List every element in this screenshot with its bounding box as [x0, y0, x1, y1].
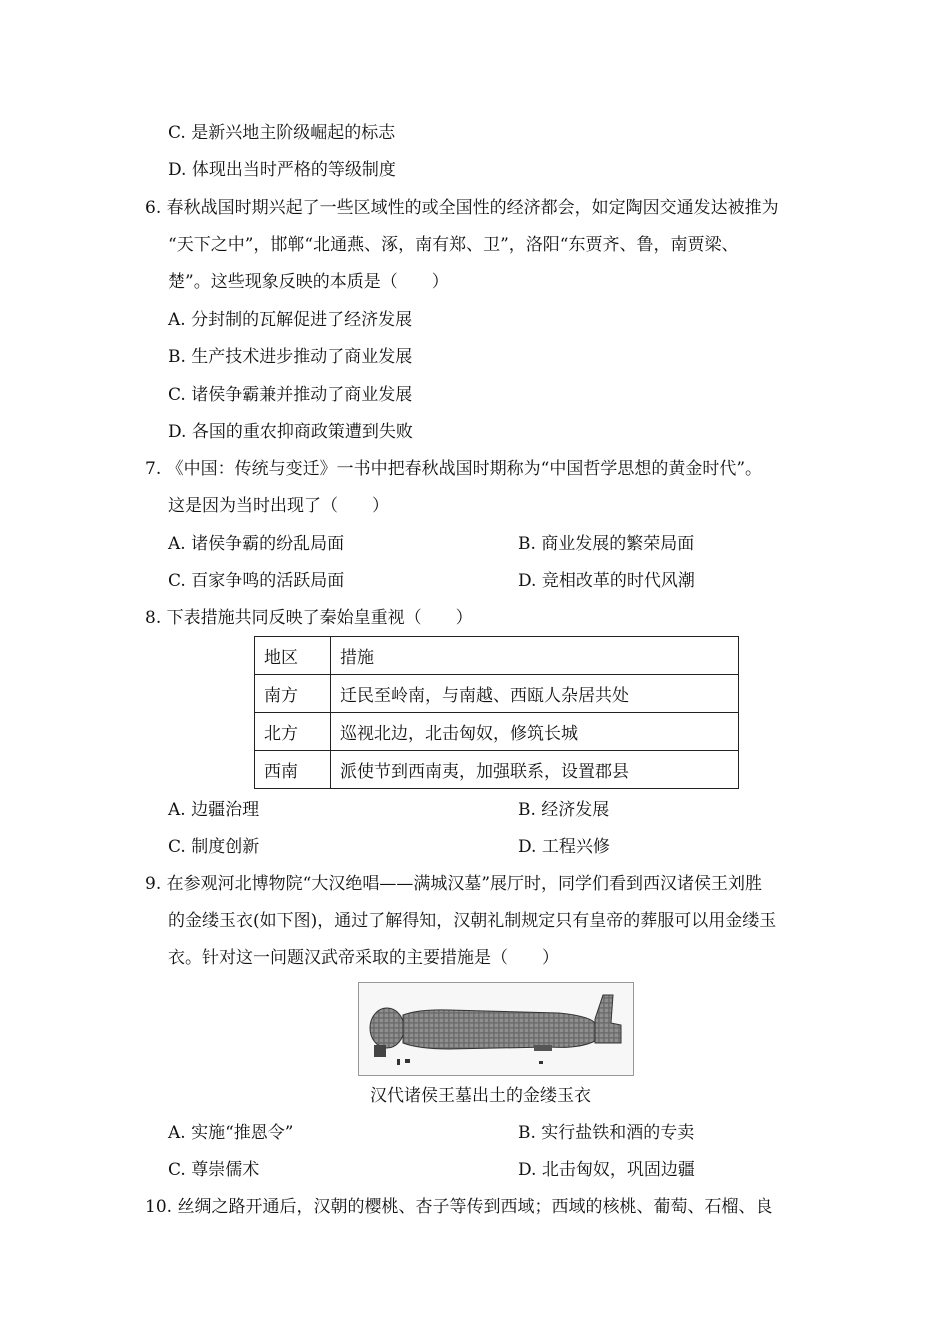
q8-option-a: A. 边疆治理 [168, 800, 260, 820]
table-cell-measure: 巡视北边，北击匈奴，修筑长城 [331, 713, 739, 751]
table-header-row [255, 637, 739, 675]
table-cell-measure: 派使节到西南夷，加强联系，设置郡县 [331, 751, 739, 789]
q9-stem-line3: 衣。针对这一问题汉武帝采取的主要措施是（ ） [168, 948, 559, 968]
table-header-measure: 措施 [331, 637, 739, 675]
q9-image-caption: 汉代诸侯王墓出土的金缕玉衣 [370, 1086, 591, 1106]
q6-stem-line1: 6. 春秋战国时期兴起了一些区域性的或全国性的经济都会，如定陶因交通发达被推为 [145, 198, 779, 218]
q9-stem-line1: 9. 在参观河北博物院“大汉绝唱——满城汉墓”展厅时，同学们看到西汉诸侯王刘胜 [145, 874, 763, 894]
table-cell-region: 北方 [255, 713, 331, 751]
q6-stem-line3: 楚”。这些现象反映的本质是（ ） [168, 272, 449, 292]
q6-option-a: A. 分封制的瓦解促进了经济发展 [168, 310, 413, 330]
q5-option-d: D. 体现出当时严格的等级制度 [168, 160, 396, 180]
q5-option-c: C. 是新兴地主阶级崛起的标志 [168, 123, 396, 143]
q7-option-b: B. 商业发展的繁荣局面 [518, 534, 695, 554]
q7-stem-line2: 这是因为当时出现了（ ） [168, 496, 389, 516]
q8-measures-table [254, 636, 739, 789]
table-row [255, 713, 739, 751]
q8-option-c: C. 制度创新 [168, 837, 260, 857]
table-row [255, 751, 739, 789]
q8-option-b: B. 经济发展 [518, 800, 610, 820]
q8-stem-line1: 8. 下表措施共同反映了秦始皇重视（ ） [145, 608, 473, 628]
q6-stem-line2: “天下之中”，邯郸“北通燕、涿，南有郑、卫”，洛阳“东贾齐、鲁，南贾梁、 [168, 235, 739, 255]
q9-option-d: D. 北击匈奴，巩固边疆 [518, 1160, 695, 1180]
table-cell-region: 南方 [255, 675, 331, 713]
q9-stem-line2: 的金缕玉衣(如下图)，通过了解得知，汉朝礼制规定只有皇帝的葬服可以用金缕玉 [168, 911, 777, 931]
q7-option-d: D. 竞相改革的时代风潮 [518, 571, 695, 591]
q7-option-a: A. 诸侯争霸的纷乱局面 [168, 534, 345, 554]
jade-burial-suit-image [358, 982, 634, 1076]
table-header-region: 地区 [255, 637, 331, 675]
q9-option-b: B. 实行盐铁和酒的专卖 [518, 1123, 695, 1143]
q10-stem-line1: 10. 丝绸之路开通后，汉朝的樱桃、杏子等传到西域；西域的核桃、葡萄、石榴、良 [145, 1197, 773, 1217]
table-row [255, 675, 739, 713]
q7-option-c: C. 百家争鸣的活跃局面 [168, 571, 345, 591]
q6-option-c: C. 诸侯争霸兼并推动了商业发展 [168, 385, 413, 405]
q6-option-d: D. 各国的重农抑商政策遭到失败 [168, 422, 413, 442]
q6-option-b: B. 生产技术进步推动了商业发展 [168, 347, 413, 367]
q9-option-c: C. 尊崇儒术 [168, 1160, 260, 1180]
q7-stem-line1: 7. 《中国：传统与变迁》一书中把春秋战国时期称为“中国哲学思想的黄金时代”。 [145, 459, 763, 479]
q9-option-a: A. 实施“推恩令” [168, 1123, 294, 1143]
jade-suit-illustration [359, 983, 633, 1075]
q8-option-d: D. 工程兴修 [518, 837, 610, 857]
table-cell-measure: 迁民至岭南，与南越、西瓯人杂居共处 [331, 675, 739, 713]
table-cell-region: 西南 [255, 751, 331, 789]
